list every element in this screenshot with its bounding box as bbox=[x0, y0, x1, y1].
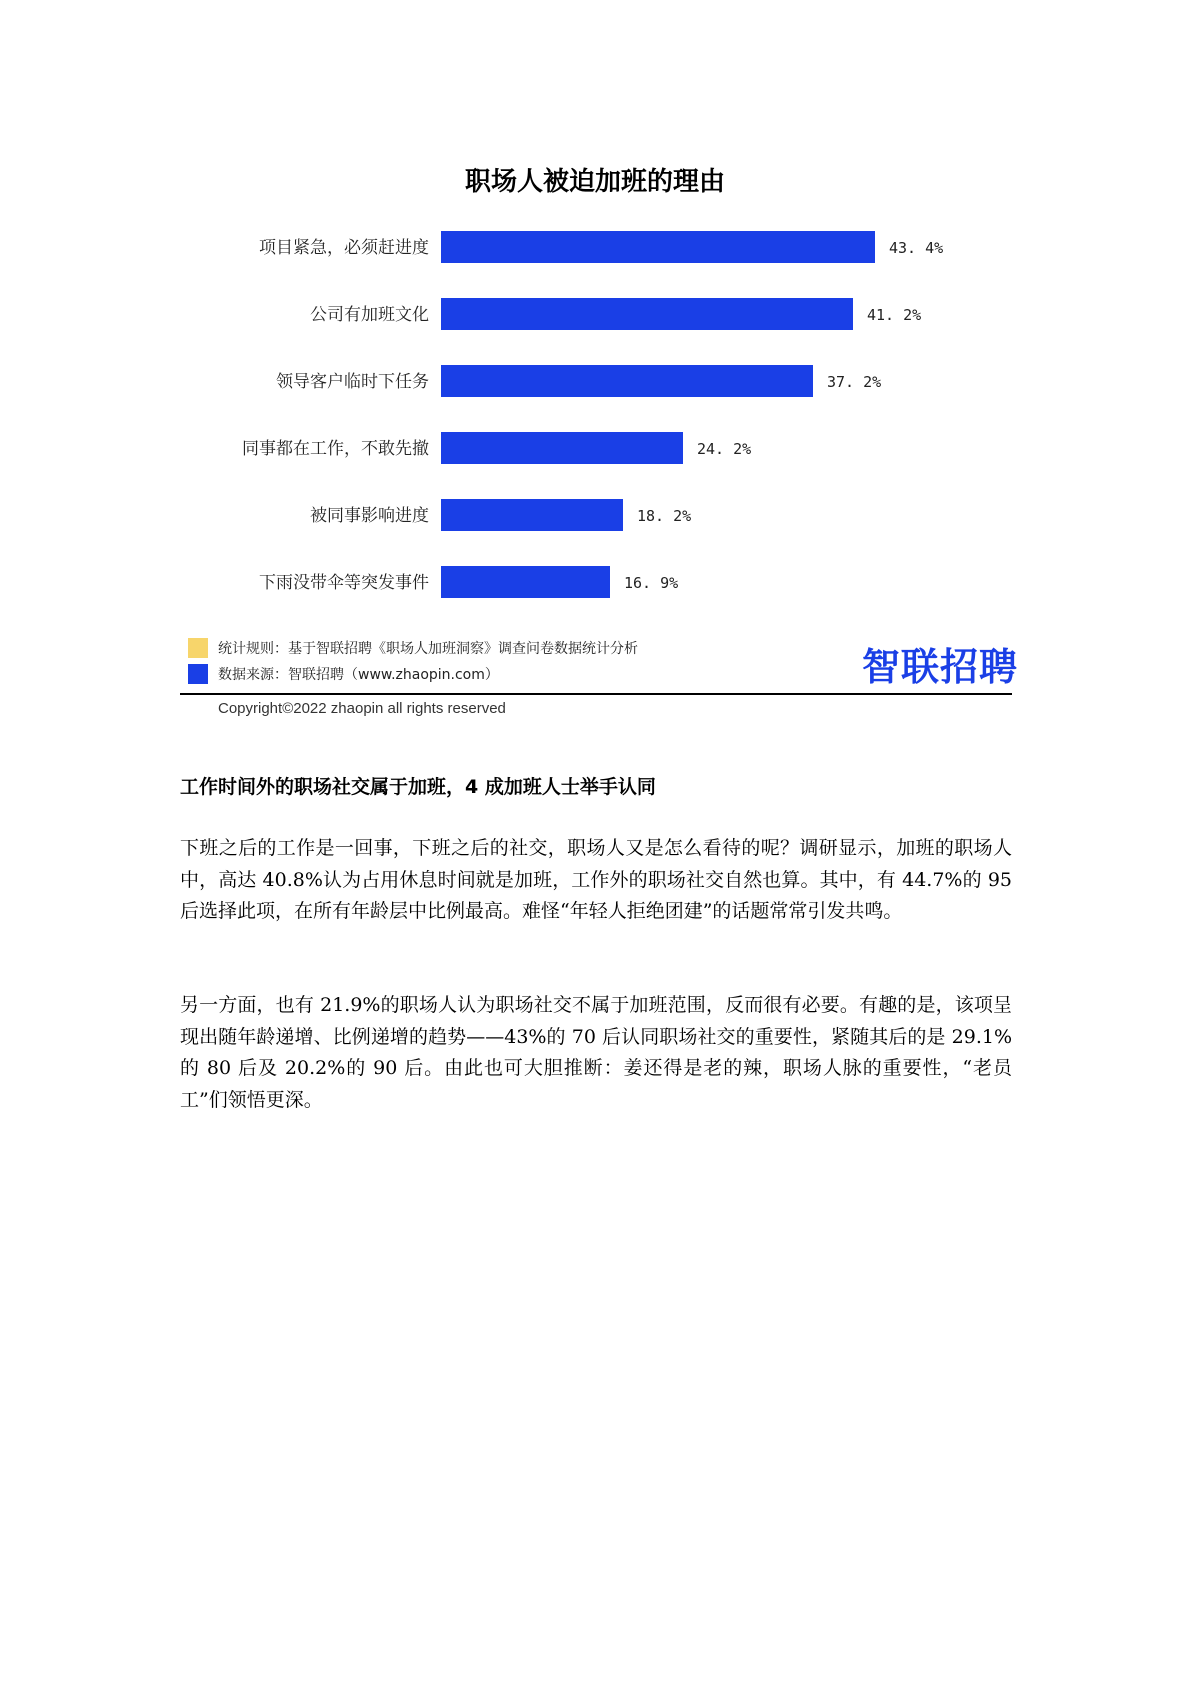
legend-swatch-yellow bbox=[188, 638, 208, 658]
bar bbox=[441, 432, 683, 464]
legend-swatch-blue bbox=[188, 664, 208, 684]
divider bbox=[180, 693, 1012, 695]
category-label: 领导客户临时下任务 bbox=[276, 372, 429, 392]
chart-title: 职场人被迫加班的理由 bbox=[464, 167, 726, 197]
paragraph-1: 下班之后的工作是一回事，下班之后的社交，职场人又是怎么看待的呢？调研显示，加班的职场人中，高达 40.8%认为占用休息时间就是加班，工作外的职场社交自然也算。其中，有 44.7%的 95 后选择此项，在所有年龄层中比例最高。难怪“年轻人拒绝团建”的话题常常引发共鸣。 bbox=[180, 837, 1012, 922]
category-label: 项目紧急，必须赶进度 bbox=[259, 238, 429, 258]
bar bbox=[441, 566, 610, 598]
paragraph-2: 另一方面，也有 21.9%的职场人认为职场社交不属于加班范围，反而很有必要。有趣的是，该项呈现出随年龄递增、比例递增的趋势——43%的 70 后认同职场社交的重要性，紧随其后的是 29.1%的 80 后及 20.2%的 90 后。由此也可大胆推断：姜还得是老的辣，职场人脉的重要性，“老员工”们领悟更深。 bbox=[180, 994, 1012, 1111]
value-label: 41. 2% bbox=[867, 306, 922, 324]
category-label: 被同事影响进度 bbox=[310, 506, 429, 526]
bar bbox=[441, 298, 853, 330]
bar bbox=[441, 365, 813, 397]
legend-source bbox=[188, 664, 499, 684]
legend-source-label: 数据来源：智联招聘（www.zhaopin.com） bbox=[218, 667, 499, 683]
value-label: 43. 4% bbox=[889, 239, 944, 257]
value-label: 16. 9% bbox=[624, 574, 679, 592]
category-label: 下雨没带伞等突发事件 bbox=[259, 573, 429, 593]
bars-group bbox=[242, 231, 943, 598]
category-label: 公司有加班文化 bbox=[310, 305, 429, 325]
value-label: 37. 2% bbox=[827, 373, 882, 391]
value-label: 24. 2% bbox=[697, 440, 752, 458]
bar bbox=[441, 231, 875, 263]
zhaopin-logo: 智联招聘 bbox=[862, 645, 1019, 689]
copyright-text: Copyright©2022 zhaopin all rights reserved bbox=[218, 700, 506, 717]
category-label: 同事都在工作，不敢先撤 bbox=[242, 439, 429, 459]
value-label: 18. 2% bbox=[637, 507, 692, 525]
legend-rule bbox=[188, 638, 638, 658]
bar-chart bbox=[0, 0, 1190, 700]
legend-rule-label: 统计规则：基于智联招聘《职场人加班洞察》调查问卷数据统计分析 bbox=[218, 641, 638, 657]
section-heading: 工作时间外的职场社交属于加班，4 成加班人士举手认同 bbox=[180, 776, 656, 798]
bar bbox=[441, 499, 623, 531]
